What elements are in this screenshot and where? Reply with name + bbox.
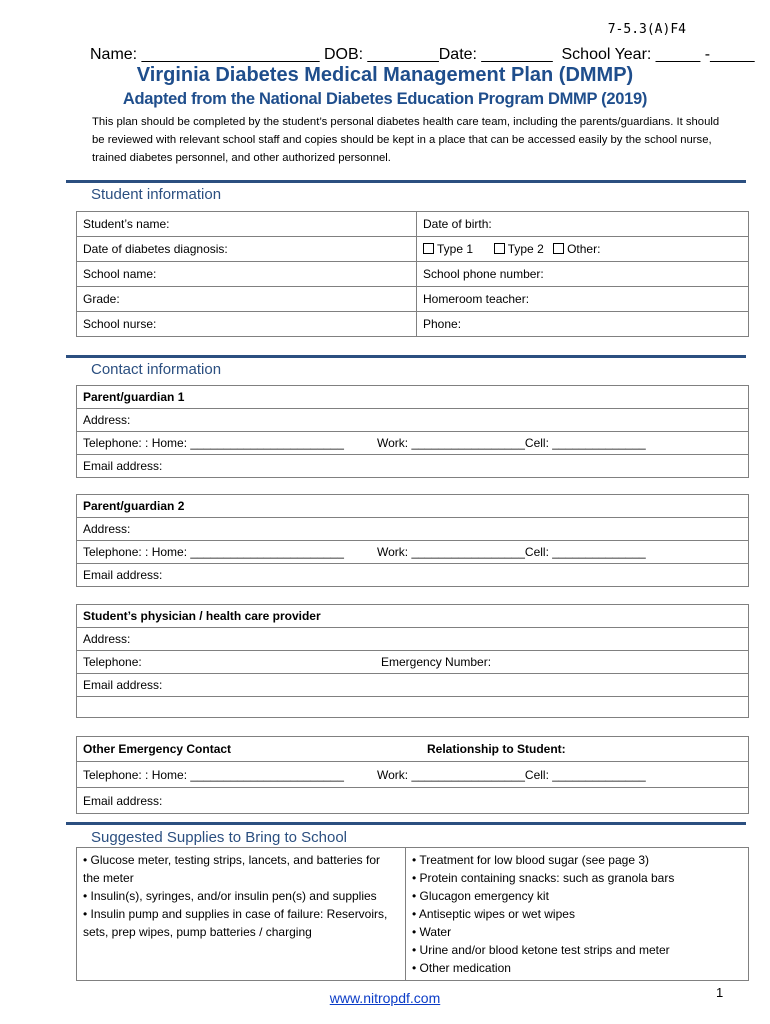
list-item: • Other medication — [412, 961, 511, 975]
type1-label: Type 1 — [437, 242, 474, 256]
list-item: • Insulin(s), syringes, and/or insulin pen(s) and supplies — [83, 889, 377, 903]
parent2-address-field[interactable] — [77, 518, 749, 541]
relationship-label: Relationship to Student: — [427, 742, 566, 756]
table-row — [77, 409, 749, 432]
home-phone-label: Telephone: : Home: _______________________ — [83, 436, 344, 450]
diagnosis-date-label: Date of diabetes diagnosis: — [83, 242, 228, 256]
intro-paragraph: This plan should be completed by the student’s personal diabetes health care team, including the parents/guardians. It should be reviewed with relevant school staff and copies should be kept in a place that can be accessed easily by the school nurse, trained diabetes personnel, and other authorized personnel. — [92, 116, 720, 164]
section-divider — [66, 822, 746, 825]
table-row — [77, 212, 749, 237]
physician-table — [76, 604, 749, 718]
table-row — [77, 628, 749, 651]
table-row — [77, 737, 749, 762]
table-row — [77, 564, 749, 587]
type1-checkbox[interactable] — [423, 243, 434, 254]
home-phone-label: Telephone: : Home: _______________________ — [83, 545, 344, 559]
table-row — [77, 287, 749, 312]
student-name-label: Student’s name: — [83, 217, 170, 231]
emergency-telephone-field[interactable] — [77, 762, 749, 788]
list-item: • Insulin pump and supplies in case of failure: Reservoirs, sets, prep wipes, pump batteries / charging — [83, 907, 388, 939]
list-item: • Antiseptic wipes or wet wipes — [412, 907, 575, 921]
table-row — [77, 848, 749, 981]
table-row — [77, 518, 749, 541]
table-row — [77, 762, 749, 788]
work-cell-label: Work: _________________Cell: ______________ — [377, 767, 646, 782]
school-name-field[interactable] — [77, 262, 417, 287]
email-label: Email address: — [83, 793, 163, 808]
homeroom-label: Homeroom teacher: — [423, 292, 530, 306]
parent2-email-field[interactable] — [77, 564, 749, 587]
table-row — [77, 674, 749, 697]
page-title: Virginia Diabetes Medical Management Plan (DMMP) — [136, 64, 634, 86]
type2-label: Type 2 — [507, 242, 544, 256]
table-row — [77, 495, 749, 518]
list-item: • Glucose meter, testing strips, lancets, and batteries for the meter — [83, 853, 381, 885]
supplies-right-column — [406, 848, 749, 981]
supplies-table — [76, 847, 749, 981]
diagnosis-date-field[interactable] — [77, 237, 417, 262]
table-row — [77, 432, 749, 455]
table-row — [77, 651, 749, 674]
supplies-left-column — [77, 848, 406, 981]
home-phone-label: Telephone: : Home: _______________________ — [83, 767, 344, 782]
supplies-heading: Suggested Supplies to Bring to School — [91, 829, 348, 846]
telephone-label: Telephone: — [83, 655, 142, 669]
address-label: Address: — [83, 632, 131, 646]
nurse-phone-field[interactable] — [417, 312, 749, 337]
student-info-heading: Student information — [91, 186, 222, 203]
list-item: • Urine and/or blood ketone test strips and meter — [412, 943, 670, 957]
school-phone-field[interactable] — [417, 262, 749, 287]
school-nurse-field[interactable] — [77, 312, 417, 337]
other-type-label: Other: — [567, 242, 601, 256]
address-label: Address: — [83, 522, 131, 536]
parent1-address-field[interactable] — [77, 409, 749, 432]
school-name-label: School name: — [83, 267, 157, 281]
parent1-telephone-field[interactable] — [77, 432, 749, 455]
emergency-email-field[interactable] — [77, 788, 749, 814]
list-item: • Protein containing snacks: such as granola bars — [412, 871, 675, 885]
student-info-table — [76, 211, 749, 337]
page-number: 1 — [716, 985, 724, 1000]
parent2-telephone-field[interactable] — [77, 541, 749, 564]
dob-label: Date of birth: — [423, 217, 492, 231]
grade-field[interactable] — [77, 287, 417, 312]
list-item: • Glucagon emergency kit — [412, 889, 549, 903]
homeroom-field[interactable] — [417, 287, 749, 312]
list-item: • Water — [412, 925, 452, 939]
table-row — [77, 605, 749, 628]
email-label: Email address: — [83, 459, 163, 473]
student-name-field[interactable] — [77, 212, 417, 237]
form-code: 7-5.3(A)F4 — [607, 22, 686, 37]
table-row — [77, 697, 749, 718]
table-row — [77, 237, 749, 262]
work-cell-label: Work: _________________Cell: ______________ — [377, 545, 646, 559]
emergency-contact-table — [76, 736, 749, 814]
grade-label: Grade: — [83, 292, 120, 306]
parent2-table — [76, 494, 749, 587]
page-subtitle: Adapted from the National Diabetes Education Program DMMP (2019) — [122, 90, 648, 108]
dob-field[interactable] — [417, 212, 749, 237]
parent1-table — [76, 385, 749, 478]
parent2-heading: Parent/guardian 2 — [77, 495, 749, 518]
table-row — [77, 541, 749, 564]
table-row — [77, 312, 749, 337]
emergency-number-label: Emergency Number: — [381, 655, 492, 669]
table-row — [77, 386, 749, 409]
physician-email-field[interactable] — [77, 674, 749, 697]
header-fields-line[interactable]: Name: ____________________ DOB: ________Date: ________ School Year: _____ -_____ — [90, 46, 755, 63]
list-item: • Treatment for low blood sugar (see page 3) — [412, 853, 649, 867]
other-emergency-label: Other Emergency Contact — [83, 742, 232, 756]
table-row — [77, 455, 749, 478]
physician-telephone-field[interactable] — [77, 651, 749, 674]
email-label: Email address: — [83, 568, 163, 582]
address-label: Address: — [83, 413, 131, 427]
physician-address-field[interactable] — [77, 628, 749, 651]
email-label: Email address: — [83, 678, 163, 692]
type2-checkbox[interactable] — [494, 243, 505, 254]
section-divider — [66, 355, 746, 358]
emergency-contact-heading — [77, 737, 749, 762]
school-nurse-label: School nurse: — [83, 317, 157, 331]
diabetes-type-field — [417, 237, 749, 262]
school-phone-label: School phone number: — [423, 267, 544, 281]
parent1-email-field[interactable] — [77, 455, 749, 478]
contact-info-heading: Contact information — [91, 361, 222, 378]
nurse-phone-label: Phone: — [423, 317, 462, 331]
section-divider — [66, 180, 746, 183]
physician-heading: Student’s physician / health care provider — [77, 605, 749, 628]
footer-link[interactable]: www.nitropdf.com — [329, 990, 441, 1006]
parent1-heading: Parent/guardian 1 — [77, 386, 749, 409]
physician-blank-field[interactable] — [77, 697, 749, 718]
table-row — [77, 788, 749, 814]
work-cell-label: Work: _________________Cell: ______________ — [377, 436, 646, 450]
table-row — [77, 262, 749, 287]
other-type-checkbox[interactable] — [553, 243, 564, 254]
